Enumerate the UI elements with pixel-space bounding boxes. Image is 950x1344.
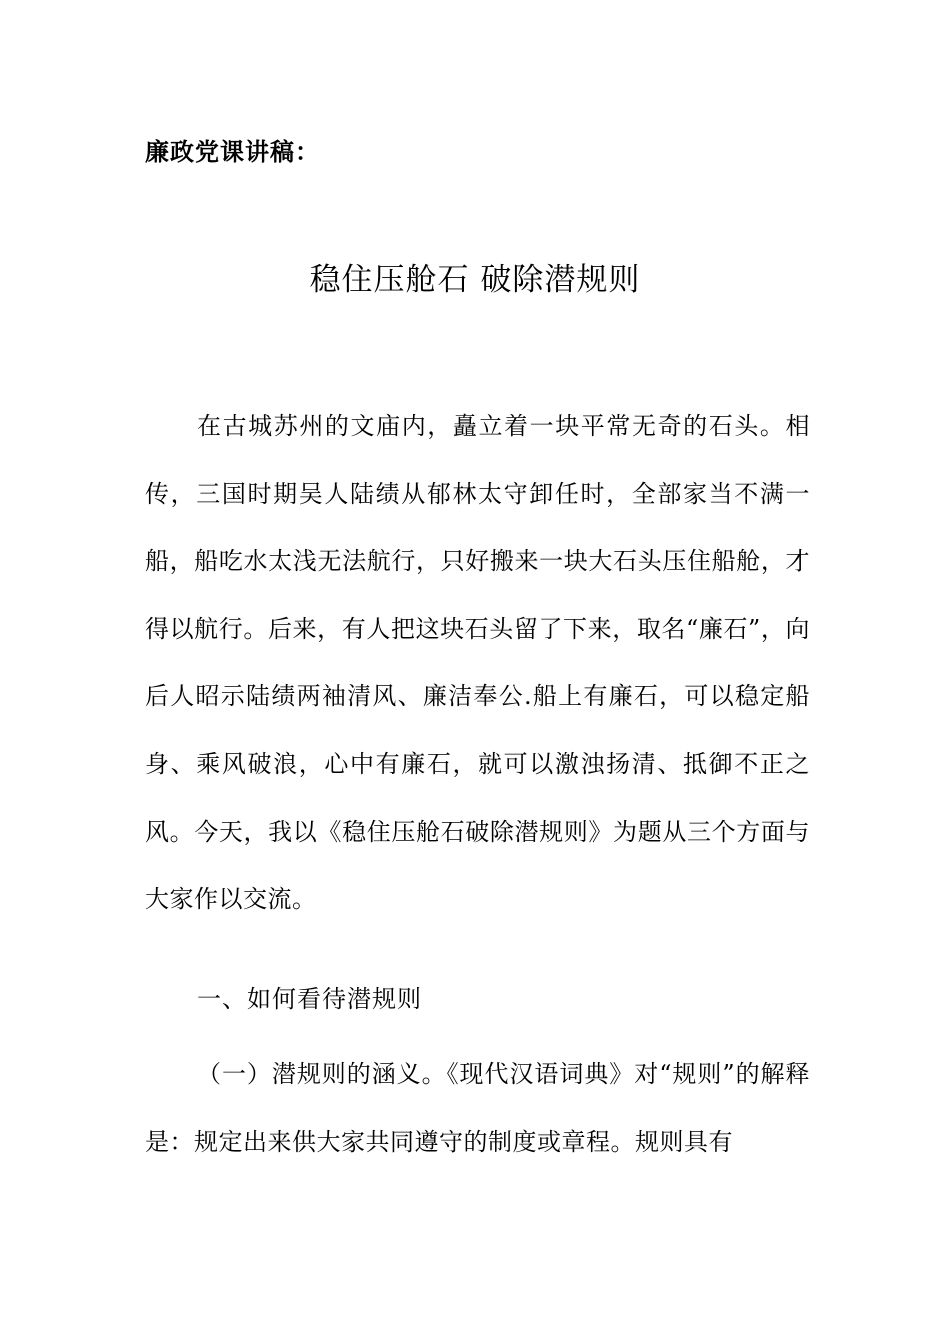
intro-paragraph: 在古城苏州的文庙内，矗立着一块平常无奇的石头。相传，三国时期吴人陆绩从郁林太守卸任时，全部家当不满一船，船吃水太浅无法航行，只好搬来一块大石头压住船舱，才得以航行。后来，有人把这块石头留了下来，取名“廉石”，向后人昭示陆绩两袖清风、廉洁奉公.船上有廉石，可以稳定船身、乘风破浪，心中有廉石，就可以激浊扬清、抵御不正之风。今天，我以《稳住压舱石破除潜规则》为题从三个方面与大家作以交流。 xyxy=(145,412,810,914)
section-paragraph: （一）潜规则的涵义。《现代汉语词典》对“规则”的解释是：规定出来供大家共同遵守的制度或章程。规则具有 xyxy=(145,1060,810,1156)
section-heading: 一、如何看待潜规则 xyxy=(197,985,422,1013)
document-label: 廉政党课讲稿： xyxy=(145,138,320,166)
document-title: 稳住压舱石 破除潜规则 xyxy=(309,262,641,298)
